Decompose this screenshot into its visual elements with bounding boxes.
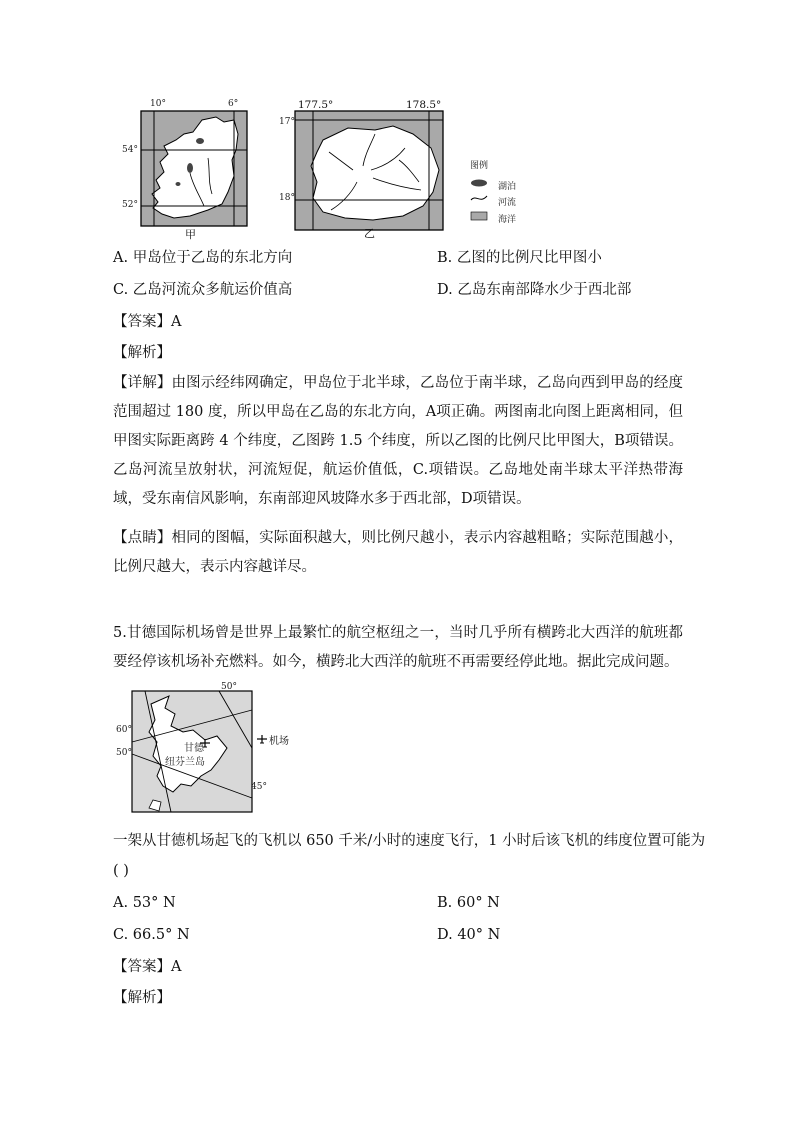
q5-paren: ( ) <box>113 863 129 879</box>
jia-lat-bottom: 52° <box>122 200 138 210</box>
jia-lat-top: 54° <box>122 145 138 155</box>
q5-option-c: C. 66.5° N <box>113 927 190 943</box>
jia-caption: 甲 <box>185 228 196 241</box>
jia-lon-left: 10° <box>150 99 166 109</box>
yi-lat-bottom: 18° <box>279 193 295 203</box>
nf-lon-45: 45° <box>251 782 267 792</box>
q5-option-a: A. 53° N <box>113 895 176 911</box>
nf-lat-60: 60° <box>116 725 132 735</box>
q5-analysis-label: 【解析】 <box>113 990 171 1006</box>
q4-answer: 【答案】A <box>113 314 182 330</box>
map-legend <box>468 158 538 228</box>
q4-analysis-label: 【解析】 <box>113 345 171 361</box>
yi-lon-left: 177.5° <box>298 99 334 111</box>
nf-island-name: 纽芬兰岛 <box>165 757 205 768</box>
q4-option-c: C. 乙岛河流众多航运价值高 <box>113 282 293 298</box>
q5-option-d: D. 40° N <box>437 927 501 943</box>
legend-symbols <box>468 178 490 226</box>
q4-option-d: D. 乙岛东南部降水少于西北部 <box>437 282 632 298</box>
legend-airport-label: 机场 <box>269 736 289 747</box>
nf-city-gander: 甘德 <box>184 743 204 754</box>
ocean-symbol <box>471 212 487 220</box>
jia-lon-right: 6° <box>228 99 239 109</box>
yi-lat-top: 17° <box>279 117 295 127</box>
map-jia-svg <box>138 98 250 228</box>
q4-option-a: A. 甲岛位于乙岛的东北方向 <box>113 250 293 266</box>
legend-lake: 湖泊 <box>498 182 517 192</box>
q5-stem: 5.甘德国际机场曾是世界上最繁忙的航空枢纽之一，当时几乎所有横跨北大西洋的航班都要经停该机场补充燃料。如今，横跨北大西洋的航班不再需要经停此地。据此完成问题。 <box>113 625 683 670</box>
map-yi-svg <box>293 108 445 232</box>
yi-caption: 乙 <box>364 227 375 240</box>
q4-point: 【点睛】相同的图幅，实际面积越大，则比例尺越小，表示内容越粗略；实际范围越小，比例尺越大，表示内容越详尽。 <box>113 530 683 575</box>
map-yi <box>293 108 445 232</box>
q5-question: 一架从甘德机场起飞的飞机以 650 千米/小时的速度飞行，1 小时后该飞机的纬度位置可能为 <box>113 833 706 849</box>
nf-lon-50: 50° <box>221 682 237 692</box>
airplane-icon <box>256 734 268 744</box>
river-symbol <box>471 196 487 200</box>
q4-detail: 【详解】由图示经纬网确定，甲岛位于北半球，乙岛位于南半球，乙岛向西到甲岛的经度范围超过 180 度，所以甲岛在乙岛的东北方向，A项正确。两图南北向图上距离相同，但甲图实际距离跨 4 个纬度，乙图跨 1.5 个纬度，所以乙图的比例尺比甲图大，B项错误。乙岛河流呈放射状，河流短促，航运价值低，C.项错误。乙岛地处南半球太平洋热带海域，受东南信风影响，东南部迎风坡降水多于西北部，D项错误。 <box>113 375 683 507</box>
map-jia <box>138 98 250 228</box>
q5-answer: 【答案】A <box>113 959 182 975</box>
q5-option-b: B. 60° N <box>437 895 500 911</box>
legend-ocean: 海洋 <box>498 215 517 225</box>
legend-river: 河流 <box>498 198 517 208</box>
yi-lon-right: 178.5° <box>406 99 442 111</box>
lake-symbol <box>471 180 487 187</box>
nf-lat-50: 50° <box>116 748 132 758</box>
q4-option-b: B. 乙图的比例尺比甲图小 <box>437 250 602 266</box>
legend-title: 图例 <box>470 161 489 171</box>
